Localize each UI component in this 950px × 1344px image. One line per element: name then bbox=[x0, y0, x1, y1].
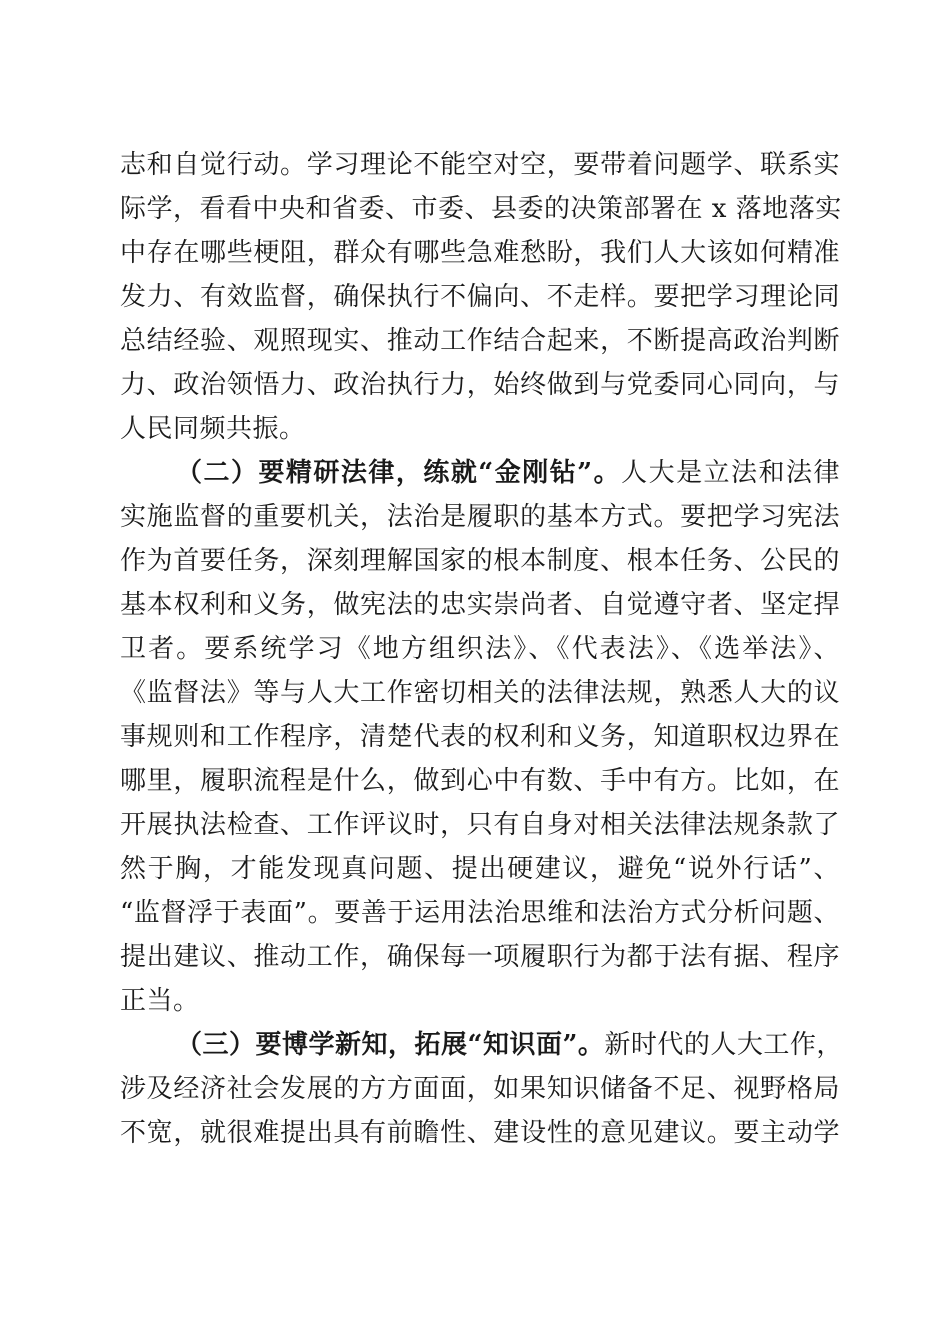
paragraph-2-line: 实施监督的重要机关，法治是履职的基本方式。要把学习宪法 bbox=[120, 502, 840, 532]
paragraph-1-line: 力、政治领悟力、政治执行力，始终做到与党委同心同向，与 bbox=[120, 370, 840, 400]
paragraph-2-line: 事规则和工作程序，清楚代表的权利和义务，知道职权边界在 bbox=[120, 722, 840, 752]
paragraph-1-line: 际学，看看中央和省委、市委、县委的决策部署在 x 落地落实 bbox=[120, 194, 842, 224]
paragraph-2-first-line bbox=[176, 453, 840, 493]
paragraph-3-first-line bbox=[176, 1025, 843, 1065]
paragraph-2-line: 卫者。要系统学习《地方组织法》、《代表法》、《选举法》、 bbox=[120, 634, 840, 664]
paragraph-2-first-line-text: 人大是立法和法律 bbox=[621, 458, 840, 488]
section-heading-3: （三）要博学新知，拓展“知识面”。 bbox=[176, 1030, 605, 1060]
paragraph-2-line: 作为首要任务，深刻理解国家的根本制度、根本任务、公民的 bbox=[120, 546, 840, 576]
paragraph-1-line: 发力、有效监督，确保执行不偏向、不走样。要把学习理论同 bbox=[120, 282, 840, 312]
paragraph-1-line: 总结经验、观照现实、推动工作结合起来，不断提高政治判断 bbox=[120, 326, 840, 356]
paragraph-3-line: 涉及经济社会发展的方方面面，如果知识储备不足、视野格局 bbox=[120, 1074, 840, 1104]
paragraph-2-line: 然于胸，才能发现真问题、提出硬建议，避免“说外行话”、 bbox=[120, 854, 840, 884]
paragraph-2-line: 提出建议、推动工作，确保每一项履职行为都于法有据、程序 bbox=[120, 942, 840, 972]
paragraph-1-line: 志和自觉行动。学习理论不能空对空，要带着问题学、联系实 bbox=[120, 150, 840, 180]
paragraph-2-line: 《监督法》等与人大工作密切相关的法律法规，熟悉人大的议 bbox=[120, 678, 840, 708]
paragraph-2-line: 正当。 bbox=[120, 986, 200, 1016]
paragraph-3-line: 不宽，就很难提出具有前瞻性、建设性的意见建议。要主动学 bbox=[120, 1118, 840, 1148]
paragraph-2-line: 哪里，履职流程是什么，做到心中有数、手中有方。比如，在 bbox=[120, 766, 840, 796]
paragraph-2-line: 开展执法检查、工作评议时，只有自身对相关法律法规条款了 bbox=[120, 810, 840, 840]
paragraph-2-line: 基本权利和义务，做宪法的忠实崇尚者、自觉遵守者、坚定捍 bbox=[120, 590, 840, 620]
paragraph-1-line: 中存在哪些梗阻，群众有哪些急难愁盼，我们人大该如何精准 bbox=[120, 238, 840, 268]
paragraph-1-line: 人民同频共振。 bbox=[120, 414, 306, 444]
paragraph-3-first-line-text: 新时代的人大工作， bbox=[604, 1030, 843, 1060]
paragraph-2-line: “监督浮于表面”。要善于运用法治思维和法治方式分析问题、 bbox=[120, 898, 840, 928]
section-heading-2: （二）要精研法律，练就“金刚钻”。 bbox=[176, 458, 622, 488]
